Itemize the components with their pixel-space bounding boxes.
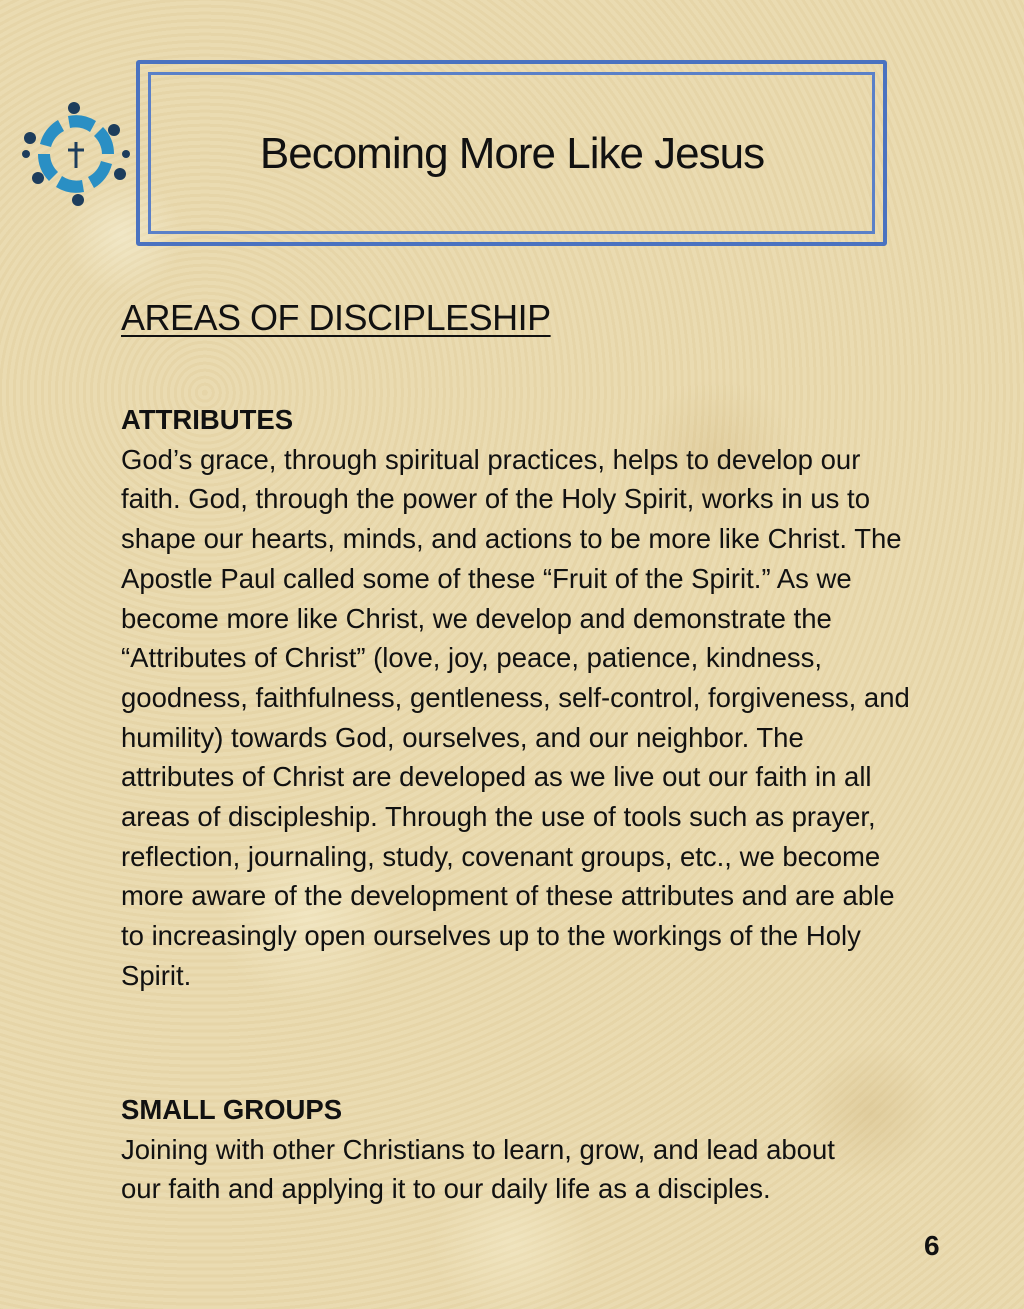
attributes-heading: ATTRIBUTES — [121, 404, 294, 435]
section-heading: AREAS OF DISCIPLESHIP — [121, 297, 551, 338]
page-title — [0, 122, 1024, 186]
attributes-section — [121, 400, 911, 996]
small-groups-heading: SMALL GROUPS — [121, 1094, 343, 1125]
small-groups-body: Joining with other Christians to learn, grow, and lead about our faith and applying it to our daily life as a disciples. — [121, 1133, 835, 1205]
page-number: 6 — [924, 1230, 940, 1261]
page-title-text: Becoming More Like Jesus — [259, 129, 765, 178]
small-groups-section — [121, 1090, 841, 1209]
attributes-body: God’s grace, through spiritual practices, helps to develop our faith. God, through the power of the Holy Spirit, works in us to shape our hearts, minds, and actions to be more like Christ. The Apostle Paul called some of these “Fruit of the Spirit.” As we become more like Christ, we develop and demonstrate the “Attributes of Christ” (love, joy, peace, patience, kindness, goodness, faithfulness, gentleness, self-control, forgiveness, and humility) towards God, ourselves, and our neighbor. The attributes of Christ are developed as we live out our faith in all areas of discipleship. Through the use of tools such as prayer, reflection, journaling, study, covenant groups, etc., we become more aware of the development of these attributes and are able to increasingly open ourselves up to the workings of the Holy Spirit. — [121, 443, 910, 991]
